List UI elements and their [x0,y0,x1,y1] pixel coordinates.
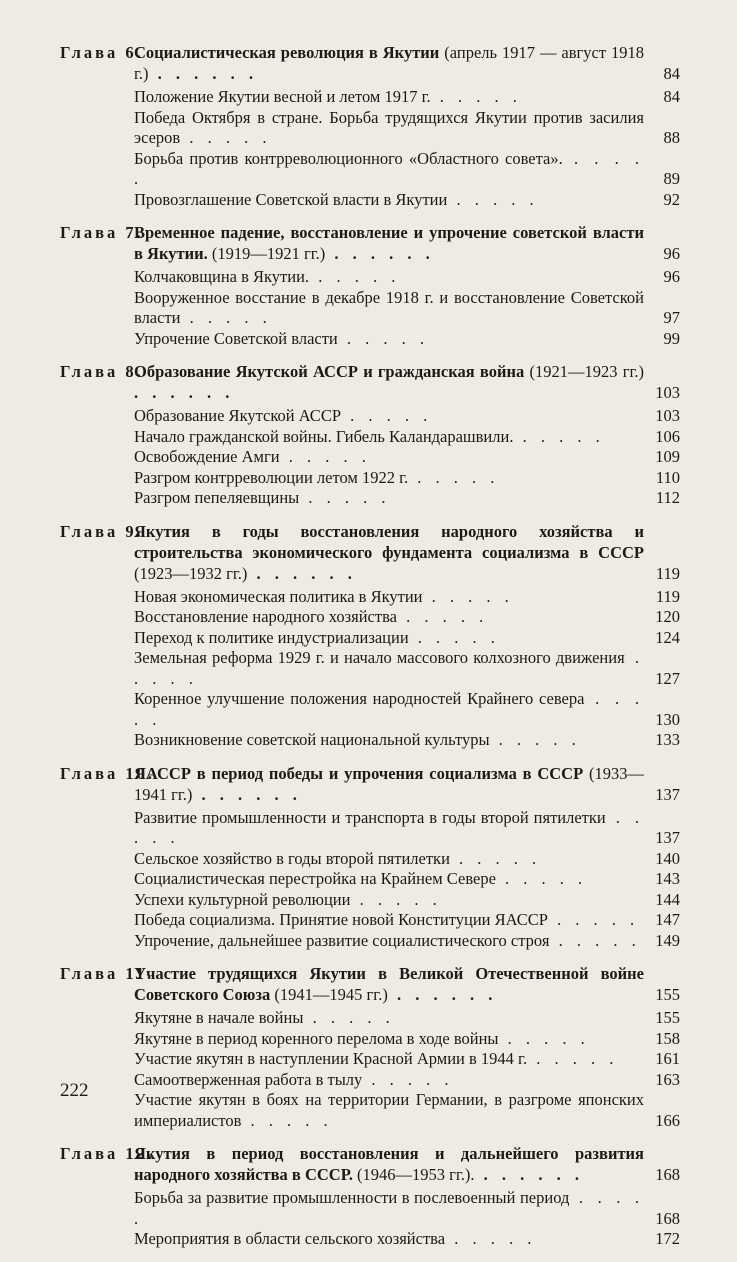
chapter-years: (апрель 1917 — август 1918 г.) [134,43,645,83]
chapter-entry [60,361,680,509]
leader-dots: . . . . . [180,308,272,327]
section-entry [60,447,680,468]
section-title-text: Социалистическая перестройка на Крайнем Севере [134,869,496,888]
section-title [134,1229,644,1250]
chapter-label: Глава 12. [60,1144,156,1163]
section-title [134,468,644,489]
section-title-text: Упрочение Советской власти [134,328,338,348]
section-title-text: Образование Якутской АССР [134,406,341,425]
section-indent [60,1008,134,1029]
section-page-number: 112 [655,488,680,507]
section-indent [60,730,134,751]
chapter-page-number: 168 [655,1165,680,1184]
chapter-title-text: Якутия в годы восстановления народного хозяйства и строительства экономического фундамента социализма в СССР [134,521,644,562]
chapter-title [134,42,644,84]
section-page-number: 166 [655,1110,680,1130]
section-title [134,808,644,849]
section-entry [60,808,680,849]
section-page-number: 158 [655,1028,680,1048]
section-indent [60,1188,134,1229]
section-page-number: 120 [655,607,680,626]
section-entry [60,87,680,108]
chapter-heading [60,1143,680,1185]
section-indent [60,1229,134,1250]
chapter-years: (1933—1941 гг.) [134,763,644,804]
leader-dots: . . . . . [408,467,500,487]
section-entry [60,1188,680,1229]
chapter-title [134,361,644,403]
leader-dots: . . . . . [241,1110,333,1130]
chapter-label: Глава 6. [60,43,144,62]
section-indent [60,267,134,288]
chapter-title [134,763,644,805]
leader-dots: . . . . . . [474,1165,585,1184]
section-list [60,406,680,509]
section-title [134,288,644,329]
section-page-number: 143 [655,869,680,888]
section-page-number: 97 [663,308,680,327]
section-entry [60,1229,680,1250]
section-page-number: 168 [655,1208,680,1228]
leader-dots: . . . . . [180,128,272,147]
section-page-number: 99 [663,328,680,348]
section-title [134,689,644,730]
section-indent [60,288,134,329]
chapter-page-number: 96 [663,244,680,263]
chapter-page-number: 119 [655,563,680,583]
leader-dots: . . . . . [513,426,605,446]
section-title-text: Восстановление народного хозяйства [134,607,397,626]
section-entry [60,427,680,448]
section-title [134,1049,644,1070]
section-title-text: Коренное улучшение положения народностей Крайнего севера [134,689,585,708]
section-title-text: Вооруженное восстание в декабре 1918 г. и восстановление Советской власти [134,287,644,327]
section-title-text: Развитие промышленности и транспорта в годы второй пятилетки [134,807,606,827]
section-entry [60,869,680,890]
section-title [134,931,644,952]
section-title [134,87,644,108]
section-entry [60,689,680,730]
chapter-title-text: ЯАССР в период победы и упрочения социализма в СССР [134,763,584,783]
chapter-heading [60,361,680,403]
section-entry [60,406,680,427]
section-page-number: 106 [655,426,680,446]
section-title [134,267,644,288]
section-entry [60,190,680,211]
section-title-text: Победа Октября в стране. Борьба трудящихся Якутии против засилия эсеров [134,107,644,147]
chapter-page-number: 155 [655,985,680,1004]
section-list [60,808,680,952]
section-title-text: Сельское хозяйство в годы второй пятилетки [134,848,450,868]
section-title-text: Земельная реформа 1929 г. и начало массового колхозного движения [134,648,625,667]
section-entry [60,931,680,952]
section-page-number: 124 [655,627,680,647]
leader-dots: . . . . . [430,87,522,106]
section-page-number: 163 [655,1069,680,1089]
leader-dots: . . . . . [549,930,641,950]
leader-dots: . . . . . [134,689,644,729]
chapter-years: (1923—1932 гг.) [134,563,248,583]
section-title-text: Положение Якутии весной и летом 1917 г. [134,87,431,106]
section-title-text: Упрочение, дальнейшее развитие социалистического строя [134,930,550,950]
section-title [134,1008,644,1029]
leader-dots: . . . . . . [325,244,435,263]
section-title-text: Начало гражданской войны. Гибель Каландарашвили. [134,426,514,446]
leader-dots: . . . . . [134,148,645,188]
section-title [134,869,644,890]
section-title-text: Разгром пепеляевщины [134,488,300,507]
section-title [134,190,644,211]
chapter-heading [60,963,680,1005]
leader-dots: . . . . . [134,648,644,688]
section-title [134,607,644,628]
section-indent [60,587,134,608]
section-indent [60,427,134,448]
section-indent [60,149,134,190]
section-page-number: 110 [655,467,680,487]
chapter-page-number: 137 [655,784,680,804]
section-indent [60,849,134,870]
section-title [134,910,644,931]
section-entry [60,1090,680,1131]
section-page-number: 172 [655,1229,680,1248]
section-page-number: 144 [655,889,680,909]
leader-dots: . . . . . . [134,383,235,402]
section-page-number: 84 [663,87,680,106]
section-entry [60,1008,680,1029]
section-entry [60,267,680,288]
chapter-page-number: 103 [655,383,680,402]
section-title-text: Возникновение советской национальной культуры [134,730,490,749]
section-title-text: Якутяне в начале войны [134,1008,304,1027]
section-indent [60,689,134,730]
section-title [134,488,644,509]
leader-dots: . . . . . . [192,784,302,804]
section-indent [60,447,134,468]
chapter-entry [60,42,680,210]
section-title [134,648,644,689]
section-entry [60,910,680,931]
section-page-number: 133 [655,730,680,749]
section-title-text: Новая экономическая политика в Якутии [134,586,423,606]
chapter-entry [60,521,680,751]
leader-dots: . . . . . [279,447,371,466]
section-list [60,87,680,210]
leader-dots: . . . . . . [387,985,498,1004]
section-entry [60,1029,680,1050]
section-entry [60,849,680,870]
chapter-title-text: Образование Якутской АССР и гражданская война [134,362,525,381]
section-indent [60,1049,134,1070]
leader-dots: . . . . . [134,1188,644,1228]
chapter-heading [60,42,680,84]
leader-dots: . . . . . [299,488,391,507]
chapter-years: (1946—1953 гг.). [356,1165,475,1184]
section-indent [60,488,134,509]
leader-dots: . . . . . [489,730,581,749]
section-indent [60,890,134,911]
section-page-number: 96 [663,267,680,286]
section-page-number: 103 [655,406,680,425]
chapter-title [134,1143,644,1185]
leader-dots: . . . . . [408,627,500,647]
chapter-title-text: Участие трудящихся Якутии в Великой Отечественной войне Советского Союза [134,964,644,1004]
section-title [134,427,644,448]
chapter-title-text: Социалистическая революция в Якутии [134,43,440,62]
section-indent [60,108,134,149]
chapter-label: Глава 9. [60,521,144,541]
chapter-page-number: 84 [663,64,680,83]
section-title [134,108,644,149]
section-title-text: Переход к политике индустриализации [134,627,409,647]
section-title-text: Разгром контрреволюции летом 1922 г. [134,467,409,487]
section-entry [60,1049,680,1070]
section-entry [60,488,680,509]
section-list [60,267,680,349]
section-entry [60,628,680,649]
section-page-number: 155 [655,1008,680,1027]
section-title-text: Колчаковщина в Якутии. [134,267,310,286]
section-entry [60,1070,680,1091]
section-title-text: Самоотверженная работа в тылу [134,1069,363,1089]
section-indent [60,468,134,489]
section-entry [60,468,680,489]
section-page-number: 89 [663,169,680,188]
section-entry [60,648,680,689]
section-page-number: 127 [655,668,680,688]
leader-dots: . . . . . [495,869,588,888]
leader-dots: . . . . . [341,406,433,425]
section-title [134,1070,644,1091]
section-title-text: Успехи культурной революции [134,889,351,909]
section-title [134,587,644,608]
chapter-entry [60,963,680,1131]
section-title [134,447,644,468]
section-page-number: 119 [655,586,680,606]
chapter-title [134,521,644,584]
chapter-title-text: Временное падение, восстановление и упрочение советской власти в Якутии. [134,223,644,263]
leader-dots: . . . . . [337,328,430,348]
leader-dots: . . . . . [350,889,442,909]
chapter-entry [60,763,680,952]
section-indent [60,329,134,350]
section-title [134,1029,644,1050]
leader-dots: . . . . . [134,807,644,847]
section-page-number: 137 [655,828,680,847]
section-indent [60,1029,134,1050]
section-indent [60,931,134,952]
page-number: 222 [60,1080,89,1101]
section-title [134,329,644,350]
section-page-number: 109 [655,447,680,466]
section-entry [60,329,680,350]
section-title [134,890,644,911]
section-title [134,730,644,751]
chapter-title-text: Якутия в период восстановления и дальнейшего развития народного хозяйства в СССР. [134,1144,644,1184]
section-title-text: Мероприятия в области сельского хозяйства [134,1229,446,1248]
section-indent [60,406,134,427]
chapter-label: Глава 7. [60,223,144,242]
chapter-heading [60,222,680,264]
section-page-number: 149 [655,930,680,950]
section-indent [60,808,134,849]
section-title [134,149,644,190]
chapter-title [134,222,644,264]
leader-dots: . . . . . . [247,563,357,583]
section-entry [60,108,680,149]
chapter-heading [60,521,680,584]
section-title-text: Освобождение Амги [134,447,280,466]
section-title [134,1090,644,1131]
section-page-number: 88 [663,128,680,147]
chapter-years: (1941—1945 гг.) [274,985,388,1004]
chapter-years: (1919—1921 гг.) [211,244,326,263]
leader-dots: . . . . . [449,848,542,868]
chapter-years: (1921—1923 гг.) [529,362,644,381]
chapter-label: Глава 11. [60,964,155,983]
leader-dots: . . . . . [445,1229,537,1248]
section-title-text: Борьба за развитие промышленности в послевоенный период [134,1188,570,1207]
section-entry [60,149,680,190]
section-title-text: Борьба против контрреволюционного «Областного совета». [134,148,563,168]
chapter-label: Глава 8. [60,362,144,381]
section-indent [60,87,134,108]
section-indent [60,910,134,931]
section-entry [60,587,680,608]
section-list [60,1188,680,1250]
leader-dots: . . . . . [547,910,640,929]
leader-dots: . . . . . [498,1028,590,1048]
section-title [134,628,644,649]
section-indent [60,648,134,689]
section-list [60,587,680,751]
section-entry [60,288,680,329]
section-page-number: 161 [655,1049,680,1068]
chapter-entry [60,1143,680,1250]
section-title-text: Провозглашение Советской власти в Якутии [134,189,448,209]
leader-dots: . . . . . [527,1049,619,1068]
section-entry [60,890,680,911]
section-page-number: 92 [663,189,680,209]
leader-dots: . . . . . [362,1069,454,1089]
table-of-contents [60,42,680,1262]
leader-dots: . . . . . [422,586,514,606]
section-title-text: Участие якутян в боях на территории Германии, в разгроме японских империалистов [134,1090,644,1130]
chapter-title [134,963,644,1005]
section-title [134,849,644,870]
leader-dots: . . . . . . [148,64,259,83]
section-indent [60,869,134,890]
leader-dots: . . . . . [397,607,489,626]
section-title-text: Участие якутян в наступлении Красной Армии в 1944 г. [134,1049,528,1068]
leader-dots: . . . . . [447,189,539,209]
leader-dots: . . . . . [309,267,401,286]
leader-dots: . . . . . [303,1008,395,1027]
section-indent [60,607,134,628]
section-entry [60,730,680,751]
chapter-label: Глава 10. [60,763,156,783]
section-list [60,1008,680,1131]
section-title [134,406,644,427]
section-page-number: 130 [655,709,680,729]
section-title-text: Якутяне в период коренного перелома в ходе войны [134,1028,499,1048]
section-entry [60,607,680,628]
section-indent [60,628,134,649]
section-title [134,1188,644,1229]
section-page-number: 147 [655,910,680,929]
chapter-heading [60,763,680,805]
section-title-text: Победа социализма. Принятие новой Конституции ЯАССР [134,910,548,929]
section-page-number: 140 [655,848,680,868]
section-indent [60,190,134,211]
chapter-entry [60,222,680,349]
